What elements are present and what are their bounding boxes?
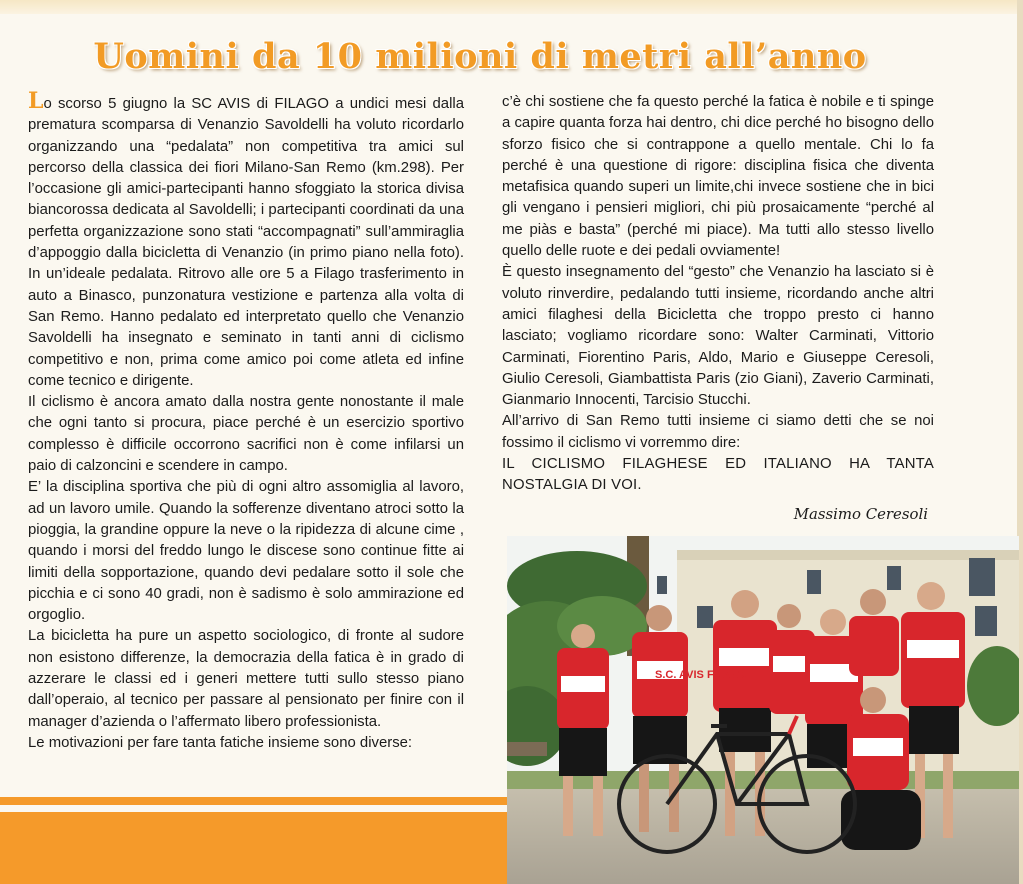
- top-band: [0, 0, 1023, 14]
- paragraph-6: c’è chi sostiene che fa questo perché la fatica è nobile e ti spinge a capire quanta forza hai dentro, chi dice perché ho bisogno dello sforzo fisico che si contrappone a quello mentale. Chi lo fa perché è una questione di rigore: disciplina fisica che diventa metafisica quando superi un limite,chi invece sostiene che in bici gli vengano i pensieri migliori, chi più prosaicamente “perché al me piàs e basta” (perché mi piace). Ma tutti allo stesso livello quello delle ruote e dei pedali ovviamente!: [502, 94, 934, 260]
- orange-footer-block: [0, 812, 508, 884]
- paragraph-1-text: o scorso 5 giugno la SC AVIS di FILAGO a undici mesi dalla prematura scomparsa di Venanzio Savoldelli ha voluto ricordarlo organizzando una “pedalata” non competitiva tra amici sul percorso della classica dei fiori Milano-San Remo (km.298). Per l’occasione gli amici-partecipanti hanno sfoggiato la storica divisa biancorossa dedicata al Savoldelli; i partecipanti coordinati da una perfetta organizzazione sono stati “accompagnati” sull’ammiraglia d’appoggio dalla bicicletta di Venanzio (in primo piano nella foto). In un’ideale pedalata. Ritrovo alle ore 5 a Filago trasferimento in auto a Binasco, punzonatura vestizione e partenza alla volta di San Remo. Hanno pedalato ed interpretato quello che Venanzio Savoldelli ha insegnato e seminato in tanti anni di ciclismo competitivo e non, prima come amico poi come atleta ed infine come tecnico e dirigente.: [28, 96, 464, 389]
- team-photo: [507, 536, 1019, 884]
- closing-statement: IL CICLISMO FILAGHESE ED ITALIANO HA TANTA NOSTALGIA DI VOI.: [502, 456, 934, 494]
- jersey-logo: S.C. AVIS FILAGO: [655, 669, 749, 681]
- paragraph-3: E’ la disciplina sportiva che più di ogni altro assomiglia al lavoro, ad un lavoro umile. Quando la sofferenze diventano atroci sotto la pioggia, la grandine oppure la neve o la ripidezza di alcune cime , quando i morsi del freddo lungo le discese sono continue fitte ai limiti della sopportazione, quando devi pedalare sotto il sole che picchia e ci sono 40 gradi, non è sadismo è solo ammirazione ed orgoglio.: [28, 479, 464, 624]
- paragraph-7: È questo insegnamento del “gesto” che Venanzio ha lasciato si è voluto rinverdire, pedalando tutti insieme, ricordando anche altri amici filaghesi della Bicicletta che troppo presto ci hanno lasciato; vogliamo ricordare sono: Walter Carminati, Vittorio Carminati, Fiorentino Paris, Aldo, Mario e Giuseppe Ceresoli, Giulio Ceresoli, Giambattista Paris (zio Giani), Zaverio Carminati, Gianmario Innocenti, Tarcisio Stucchi.: [502, 264, 934, 409]
- paragraph-8: All’arrivo di San Remo tutti insieme ci siamo detti che se noi fossimo il ciclismo vi vorremmo dire:: [502, 413, 934, 451]
- paragraph-1: [28, 88, 464, 392]
- article-title: Uomini da 10 milioni di metri all’anno: [93, 36, 867, 77]
- paragraph-2: Il ciclismo è ancora amato dalla nostra gente nonostante il male che ogni tanto si procura, piace perché è un esercizio sportivo complesso è difficile occorrono sacrifici non è come infilarsi un paio di calzoncini e scendere in campo.: [28, 394, 464, 475]
- bench: [507, 742, 547, 756]
- orange-divider: [0, 797, 508, 805]
- author-signature: Massimo Ceresoli: [793, 504, 928, 523]
- left-column: [28, 88, 464, 754]
- drop-cap: L: [28, 88, 44, 114]
- paragraph-5: Le motivazioni per fare tanta fatiche insieme sono diverse:: [28, 734, 413, 751]
- right-column: [502, 92, 934, 525]
- paragraph-4: La bicicletta ha pure un aspetto sociologico, di fronte al sudore non esistono differenze, la democrazia della fatica è in grado di azzerare le classi ed i generi mettere tutti sullo stesso piano dall’operaio, al tecnico per passare al pensionato per finire con il manager d’azienda o l’affermato libero professionista.: [28, 628, 464, 730]
